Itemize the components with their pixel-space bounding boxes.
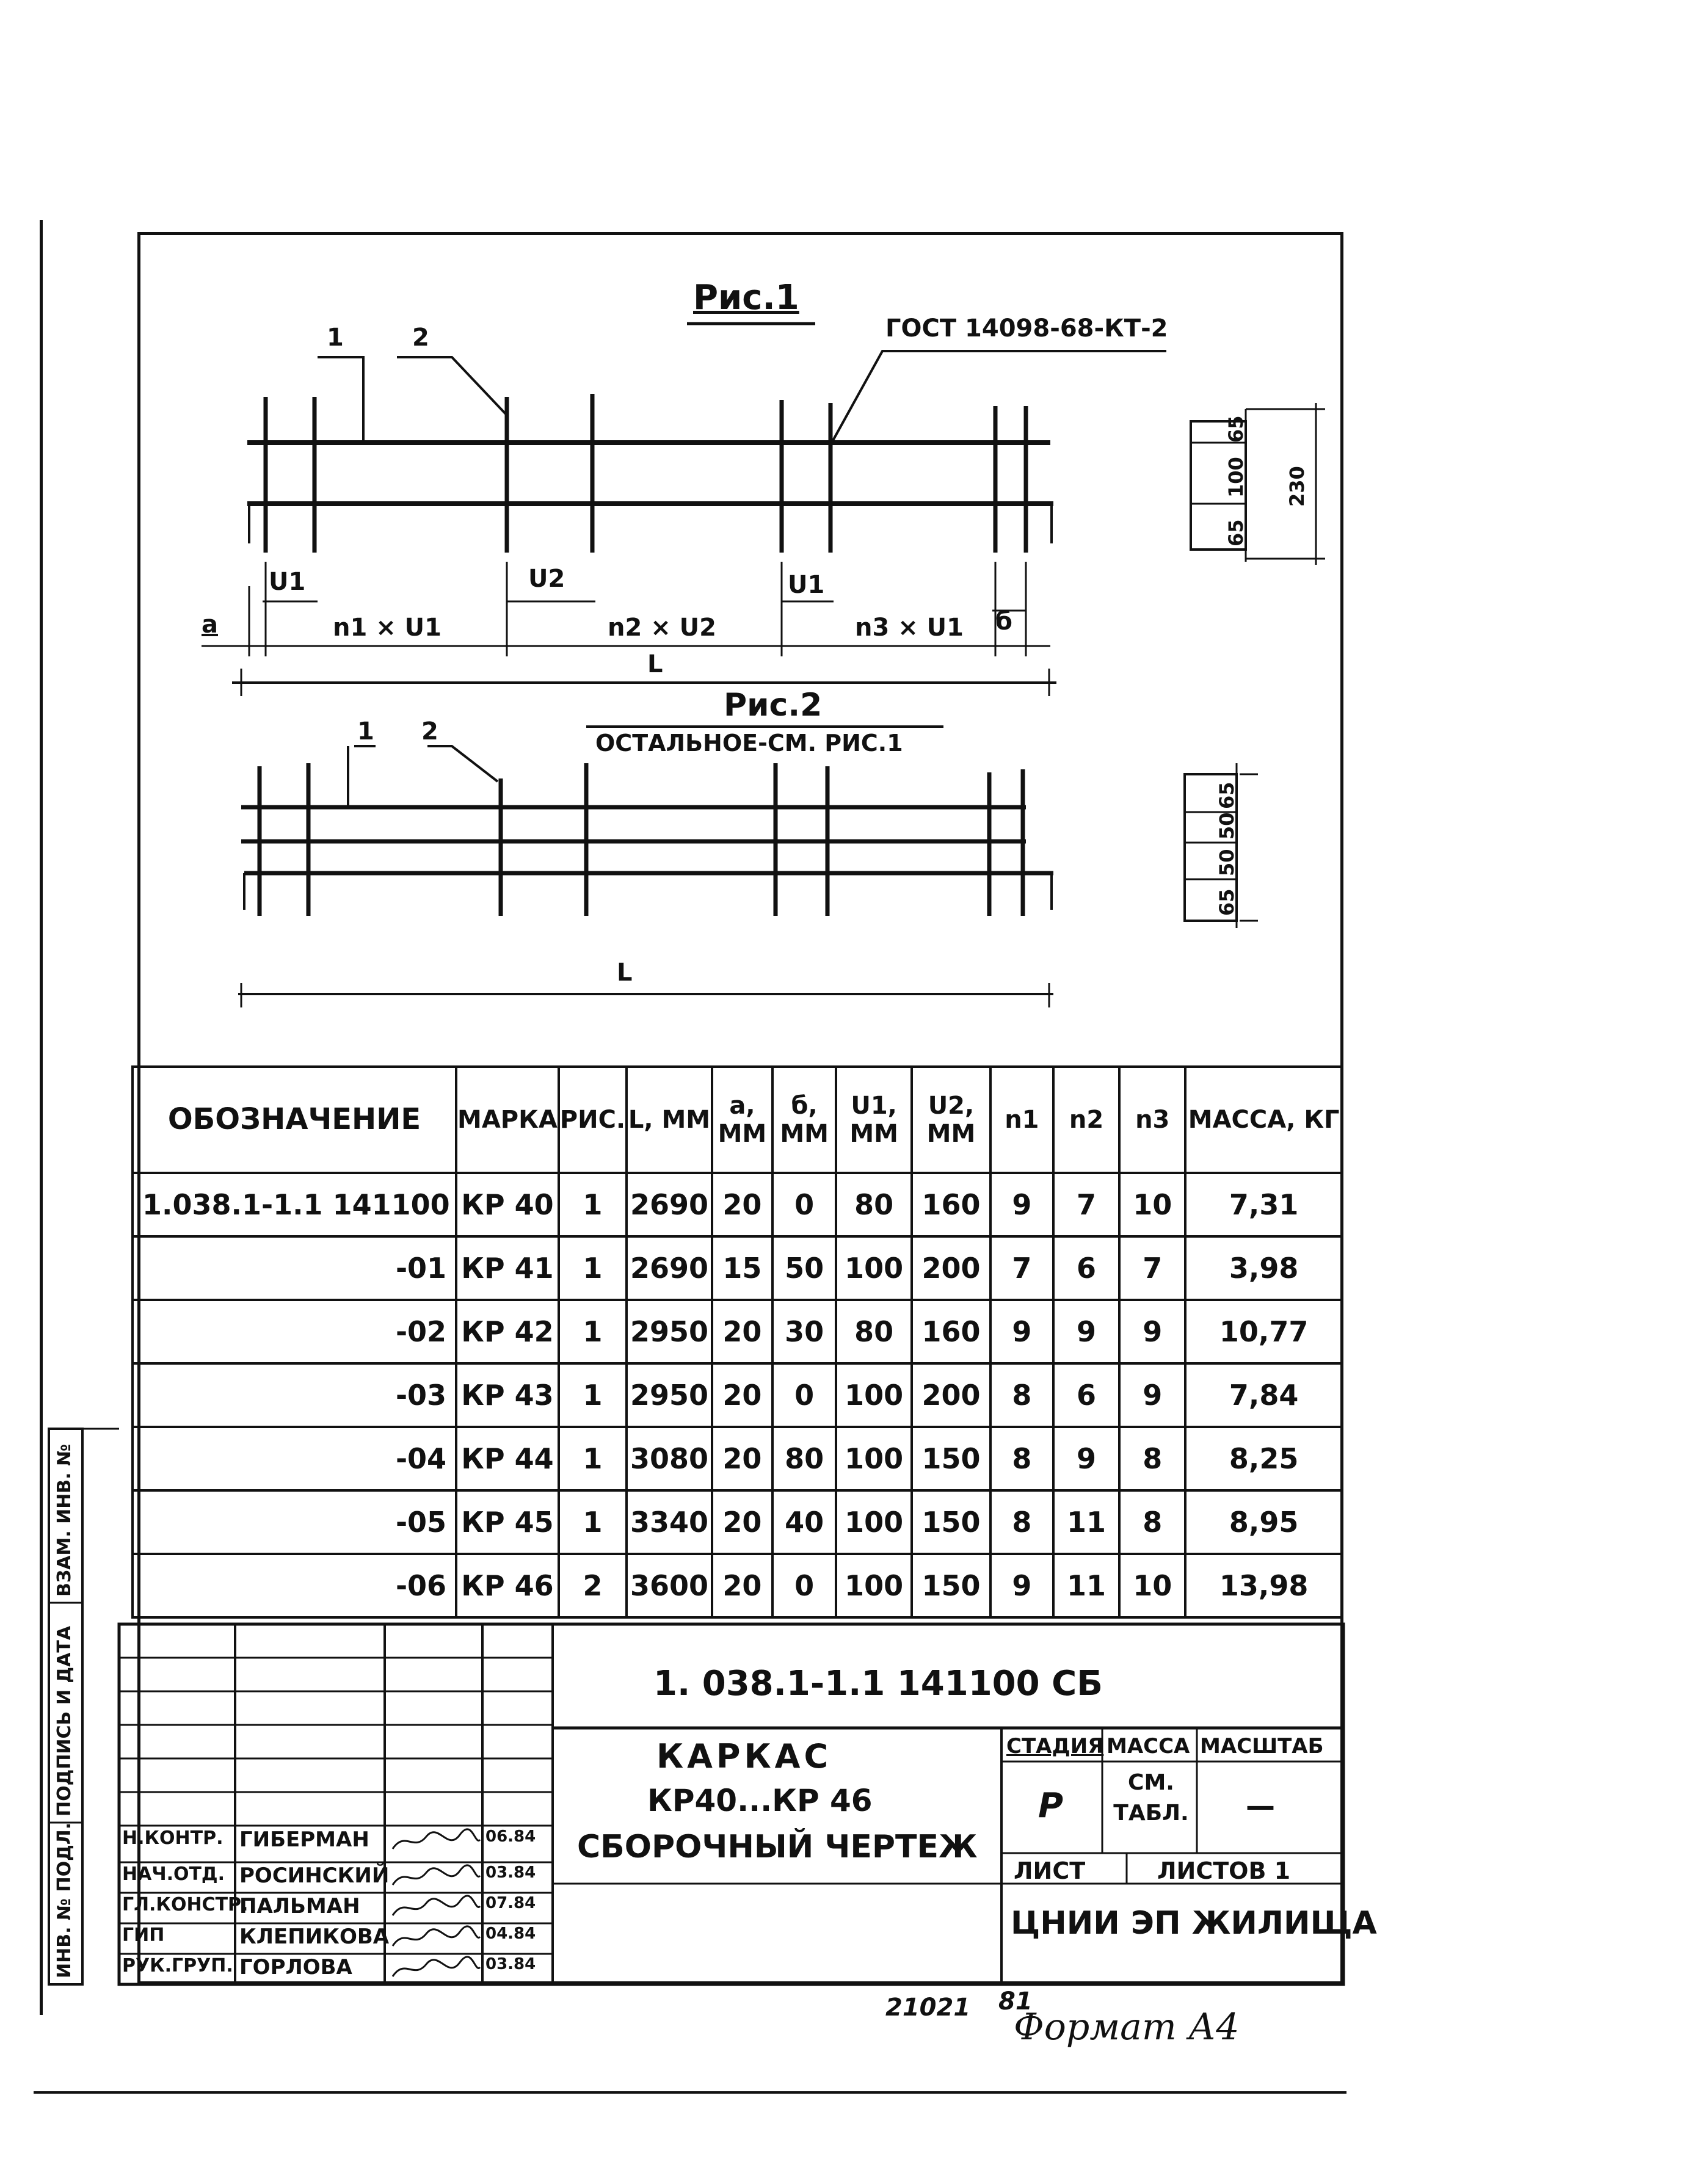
cell-a: 20 — [712, 1554, 772, 1617]
fig1-side-dim-bottom: 65 — [1224, 519, 1248, 546]
cell-b: 50 — [772, 1236, 836, 1300]
side-label-replaced-inv: ВЗАМ. ИНВ. № — [54, 1443, 75, 1597]
cell-length: 2690 — [627, 1173, 712, 1236]
dim-b: б — [995, 608, 1012, 636]
person-date: 03.84 — [485, 1863, 536, 1882]
person-role: НАЧ.ОТД. — [122, 1863, 225, 1885]
cell-mass: 13,98 — [1185, 1554, 1342, 1617]
title-line-2: КР40...КР 46 — [647, 1783, 873, 1818]
cell-u2: 160 — [912, 1300, 990, 1363]
cell-designation: -05 — [133, 1490, 456, 1554]
cell-length: 2950 — [627, 1363, 712, 1427]
cell-n3: 9 — [1119, 1363, 1185, 1427]
cell-mass: 8,25 — [1185, 1427, 1342, 1490]
cell-n2: 11 — [1053, 1490, 1119, 1554]
cell-mark: КР 41 — [456, 1236, 559, 1300]
dim-length-fig2: L — [617, 959, 633, 987]
person-name: КЛЕПИКОВА — [239, 1925, 390, 1949]
person-date: 04.84 — [485, 1925, 536, 1943]
header-u1: U1, ММ — [836, 1067, 912, 1173]
fig1-side-total: 230 — [1285, 466, 1309, 507]
cell-u2: 200 — [912, 1236, 990, 1300]
cell-figure: 1 — [559, 1427, 627, 1490]
dim-u2: U2 — [528, 565, 565, 593]
signature-scribble — [390, 1827, 481, 1857]
cell-n1: 9 — [990, 1173, 1053, 1236]
side-label-inv-no: ИНВ. № ПОДЛ. — [54, 1822, 75, 1978]
cell-u2: 160 — [912, 1173, 990, 1236]
header-n2: n2 — [1053, 1067, 1119, 1173]
cell-designation: -03 — [133, 1363, 456, 1427]
sheets-label: ЛИСТОВ 1 — [1157, 1857, 1291, 1884]
cell-u2: 150 — [912, 1427, 990, 1490]
person-name: ПАЛЬМАН — [239, 1894, 360, 1918]
cell-designation: -04 — [133, 1427, 456, 1490]
stage-value: Р — [1038, 1786, 1064, 1826]
footer-number: 21021 — [885, 1994, 971, 2022]
cell-mass: 7,84 — [1185, 1363, 1342, 1427]
fig1-side-dim-top: 65 — [1224, 415, 1248, 443]
cell-n2: 9 — [1053, 1427, 1119, 1490]
cell-a: 20 — [712, 1363, 772, 1427]
mass-label: МАССА — [1107, 1734, 1190, 1758]
cell-u2: 200 — [912, 1363, 990, 1427]
cell-n1: 9 — [990, 1554, 1053, 1617]
dim-a: a — [202, 611, 218, 639]
cell-mark: КР 40 — [456, 1173, 559, 1236]
cell-length: 3080 — [627, 1427, 712, 1490]
cell-mark: КР 45 — [456, 1490, 559, 1554]
cell-mark: КР 42 — [456, 1300, 559, 1363]
cell-mark: КР 46 — [456, 1554, 559, 1617]
signature-scribble — [390, 1925, 481, 1954]
cell-a: 20 — [712, 1490, 772, 1554]
header-mass: МАССА, КГ — [1185, 1067, 1342, 1173]
dim-length-fig1: L — [647, 650, 663, 678]
person-role: Н.КОНТР. — [122, 1827, 223, 1849]
cell-u2: 150 — [912, 1490, 990, 1554]
cell-a: 15 — [712, 1236, 772, 1300]
fig1-title: Рис.1 — [693, 278, 799, 318]
cell-a: 20 — [712, 1300, 772, 1363]
signature-scribble — [390, 1863, 481, 1893]
cell-n3: 10 — [1119, 1173, 1185, 1236]
cell-u1: 80 — [836, 1173, 912, 1236]
header-n3: n3 — [1119, 1067, 1185, 1173]
cell-designation: 1.038.1-1.1 141100 — [133, 1173, 456, 1236]
cell-figure: 2 — [559, 1554, 627, 1617]
header-designation: ОБОЗНАЧЕНИЕ — [133, 1067, 456, 1173]
cell-n3: 8 — [1119, 1490, 1185, 1554]
stage-label: СТАДИЯ — [1006, 1734, 1104, 1758]
cell-length: 2690 — [627, 1236, 712, 1300]
fig2-side-dim-3: 50 — [1215, 849, 1238, 876]
cell-figure: 1 — [559, 1490, 627, 1554]
header-length: L, ММ — [627, 1067, 712, 1173]
cell-n1: 7 — [990, 1236, 1053, 1300]
cell-n3: 8 — [1119, 1427, 1185, 1490]
cell-b: 30 — [772, 1300, 836, 1363]
footer-format: Формат А4 — [1014, 2006, 1240, 2048]
cell-n2: 6 — [1053, 1363, 1119, 1427]
cell-length: 3600 — [627, 1554, 712, 1617]
sheet-label: ЛИСТ — [1014, 1857, 1086, 1884]
cell-figure: 1 — [559, 1236, 627, 1300]
cell-u1: 100 — [836, 1236, 912, 1300]
cell-u1: 80 — [836, 1300, 912, 1363]
dim-n2-u2: n2 × U2 — [608, 614, 716, 642]
dim-u1-first: U1 — [269, 568, 306, 596]
cell-n1: 8 — [990, 1490, 1053, 1554]
cell-b: 0 — [772, 1554, 836, 1617]
header-b: б, ММ — [772, 1067, 836, 1173]
cell-n3: 7 — [1119, 1236, 1185, 1300]
fig2-note: ОСТАЛЬНОЕ-СМ. РИС.1 — [595, 730, 903, 757]
title-line-3: СБОРОЧНЫЙ ЧЕРТЕЖ — [577, 1829, 978, 1865]
dim-n1-u1: n1 × U1 — [333, 614, 442, 642]
fig2-title: Рис.2 — [724, 687, 823, 724]
cell-b: 0 — [772, 1363, 836, 1427]
scale-label: МАСШТАБ — [1200, 1734, 1324, 1758]
cell-mass: 3,98 — [1185, 1236, 1342, 1300]
cell-length: 2950 — [627, 1300, 712, 1363]
fig2-position-2: 2 — [421, 717, 438, 746]
signature-scribble — [390, 1955, 481, 1984]
person-role: ГЛ.КОНСТР. — [122, 1894, 249, 1915]
cell-mass: 7,31 — [1185, 1173, 1342, 1236]
cell-u1: 100 — [836, 1554, 912, 1617]
cell-a: 20 — [712, 1173, 772, 1236]
fig1-side-dim-mid: 100 — [1224, 457, 1248, 498]
dim-u1-second: U1 — [788, 571, 825, 599]
cell-b: 80 — [772, 1427, 836, 1490]
cell-n1: 9 — [990, 1300, 1053, 1363]
cell-mark: КР 43 — [456, 1363, 559, 1427]
header-n1: n1 — [990, 1067, 1053, 1173]
cell-mass: 10,77 — [1185, 1300, 1342, 1363]
cell-designation: -01 — [133, 1236, 456, 1300]
cell-n1: 8 — [990, 1427, 1053, 1490]
dim-n3-u1: n3 × U1 — [855, 614, 964, 642]
fig2-side-dim-4: 65 — [1215, 888, 1238, 916]
header-figure: РИС. — [559, 1067, 627, 1173]
cell-n2: 6 — [1053, 1236, 1119, 1300]
cell-u1: 100 — [836, 1363, 912, 1427]
title-line-1: КАРКАС — [656, 1737, 832, 1776]
side-label-signature-date: ПОДПИСЬ И ДАТА — [54, 1625, 75, 1816]
header-a: a, ММ — [712, 1067, 772, 1173]
header-u2: U2, ММ — [912, 1067, 990, 1173]
cell-b: 0 — [772, 1173, 836, 1236]
cell-b: 40 — [772, 1490, 836, 1554]
cell-n2: 11 — [1053, 1554, 1119, 1617]
signature-scribble — [390, 1894, 481, 1923]
cell-n2: 7 — [1053, 1173, 1119, 1236]
cell-mark: КР 44 — [456, 1427, 559, 1490]
fig1-position-2: 2 — [412, 324, 429, 352]
person-name: ГИБЕРМАН — [239, 1827, 369, 1852]
scale-value: — — [1246, 1789, 1275, 1823]
person-date: 03.84 — [485, 1955, 536, 1973]
gost-label: ГОСТ 14098-68-КТ-2 — [885, 314, 1168, 343]
cell-figure: 1 — [559, 1300, 627, 1363]
person-date: 07.84 — [485, 1894, 536, 1912]
fig2-side-dim-2: 50 — [1215, 812, 1238, 840]
cell-designation: -02 — [133, 1300, 456, 1363]
cell-designation: -06 — [133, 1554, 456, 1617]
person-role: ГИП — [122, 1925, 165, 1946]
cell-figure: 1 — [559, 1363, 627, 1427]
mass-value: СМ. ТАБЛ. — [1113, 1770, 1189, 1826]
fig2-position-1: 1 — [357, 717, 374, 746]
organization: ЦНИИ ЭП ЖИЛИЩА — [1011, 1905, 1377, 1942]
person-date: 06.84 — [485, 1827, 536, 1846]
cell-figure: 1 — [559, 1173, 627, 1236]
cell-n3: 9 — [1119, 1300, 1185, 1363]
cell-n2: 9 — [1053, 1300, 1119, 1363]
person-role: РУК.ГРУП. — [122, 1955, 233, 1976]
cell-n3: 10 — [1119, 1554, 1185, 1617]
document-code: 1. 038.1-1.1 141100 СБ — [653, 1664, 1103, 1704]
cell-u2: 150 — [912, 1554, 990, 1617]
cell-length: 3340 — [627, 1490, 712, 1554]
cell-a: 20 — [712, 1427, 772, 1490]
cell-u1: 100 — [836, 1490, 912, 1554]
header-mark: МАРКА — [456, 1067, 559, 1173]
cell-n1: 8 — [990, 1363, 1053, 1427]
person-name: ГОРЛОВА — [239, 1955, 352, 1979]
cell-u1: 100 — [836, 1427, 912, 1490]
fig1-position-1: 1 — [327, 324, 344, 352]
cell-mass: 8,95 — [1185, 1490, 1342, 1554]
person-name: РОСИНСКИЙ — [239, 1863, 390, 1888]
footer-page: 81 — [998, 1987, 1033, 2016]
fig2-side-dim-1: 65 — [1215, 782, 1238, 809]
